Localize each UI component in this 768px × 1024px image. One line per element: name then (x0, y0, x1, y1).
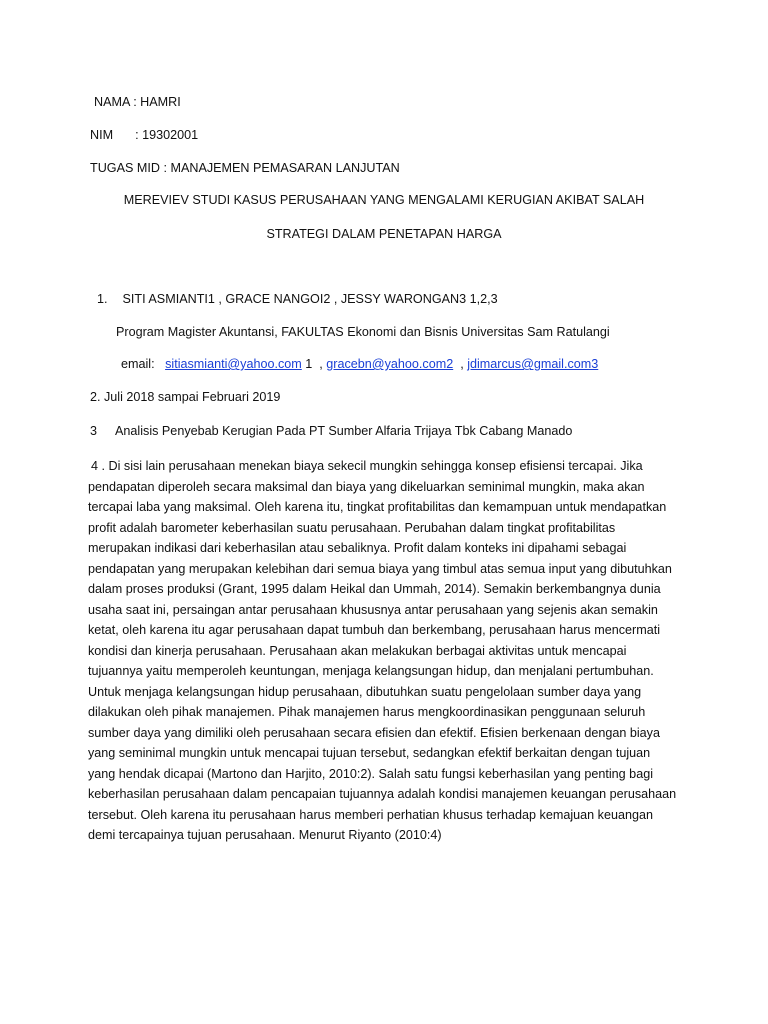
paragraph-line: Untuk menjaga kelangsungan hidup perusahaan, dibutuhkan suatu pengelolaan sumber daya yang (88, 684, 642, 699)
email-link-3[interactable]: jdimarcus@gmail.com3 (467, 357, 599, 371)
paragraph-line: usaha saat ini, persaingan antar perusahaan khususnya antar perusahaan yang sejenis akan semakin (88, 602, 658, 617)
email-separator-2: , (460, 357, 464, 371)
item-3-number: 3 (90, 424, 98, 438)
paragraph-line: pendapatan yang merupakan kelebihan dari semua biaya yang timbul atas semua input yang dibutuhkan (88, 561, 672, 576)
authors-line (97, 291, 498, 307)
paragraph-line: tujuannya yaitu memperoleh keuntungan, menjaga kelangsungan hidup, dan menjalani pertumbuhan. (88, 664, 654, 678)
paragraph-line: demi tercapainya tujuan perusahaan. Menurut Riyanto (2010:4) (88, 828, 442, 842)
case-study-line (90, 423, 572, 439)
item-1-number: 1. (97, 292, 108, 306)
document-title-line-2: STRATEGI DALAM PENETAPAN HARGA (266, 227, 502, 241)
student-name: NAMA : HAMRI (94, 95, 181, 109)
paragraph-line: tersebut. Oleh karena itu perusahaan harus memberi perhatian khusus terhadap kemajuan keuangan (88, 807, 653, 822)
email-link-2[interactable]: gracebn@yahoo.com2 (326, 357, 454, 371)
email-separator-1: , (319, 357, 323, 371)
email-line (121, 356, 598, 372)
paragraph-line: tercapai laba yang maksimal. Oleh karena itu, tingkat profitabilitas dan kemampuan untuk mendapatkan (88, 500, 667, 514)
paragraph-line: 4 . Di sisi lain perusahaan menekan biaya sekecil mungkin sehingga konsep efisiensi tercapai. Jika (91, 459, 643, 473)
paragraph-line: yang seminimal mungkin untuk mencapai tujuan tersebut, sedangkan efektif berkaitan dengan tujuan (88, 746, 651, 760)
period-line: 2. Juli 2018 sampai Februari 2019 (90, 390, 281, 404)
paragraph-line: profit adalah barometer keberhasilan suatu perusahaan. Perubahan dalam tingkat profitabilitas (88, 520, 616, 535)
email-link-1[interactable]: sitiasmianti@yahoo.com (165, 357, 302, 371)
paragraph-line: dalam proses produksi (Grant, 1995 dalam Heikal dan Ummah, 2014). Semakin berkembangnya dunia (88, 582, 661, 596)
email-1-suffix: 1 (305, 357, 313, 371)
authors-text: SITI ASMIANTI1 , GRACE NANGOI2 , JESSY WARONGAN3 1,2,3 (122, 292, 498, 306)
paragraph-line: ketat, oleh karena itu agar perusahaan dapat tumbuh dan berkembang, perusahaan harus mencermati (88, 623, 660, 637)
body-paragraph (88, 456, 684, 846)
paragraph-line: dilakukan oleh pihak manajemen. Pihak manajemen harus mengkoordinasikan penggunaan seluruh (88, 705, 646, 719)
program-affiliation: Program Magister Akuntansi, FAKULTAS Ekonomi dan Bisnis Universitas Sam Ratulangi (116, 325, 610, 339)
paragraph-line: merupakan indikasi dari keberhasilan atau sebaliknya. Profit dalam konteks ini dipahami sebagai (88, 541, 627, 555)
student-nim (90, 127, 198, 143)
paragraph-line: pendapatan diperoleh secara maksimal dan biaya yang dikeluarkan seminimal mungkin, maka akan (88, 479, 645, 494)
document-title-line-1: MEREVIEV STUDI KASUS PERUSAHAAN YANG MENGALAMI KERUGIAN AKIBAT SALAH (123, 193, 645, 207)
nim-value: : 19302001 (135, 128, 199, 142)
case-study-text: Analisis Penyebab Kerugian Pada PT Sumber Alfaria Trijaya Tbk Cabang Manado (115, 424, 573, 438)
paragraph-line: keberhasilan perusahaan dalam pencapaian tujuannya adalah kondisi manajemen keuangan perusahaan (88, 787, 677, 801)
paragraph-line: kondisi dan kinerja perusahaan. Perusahaan akan melakukan berbagai aktivitas untuk mencapai (88, 643, 627, 658)
paragraph-line: yang hendak dicapai (Martono dan Harjito, 2010:2). Salah satu fungsi keberhasilan yang penting bagi (88, 766, 653, 781)
paragraph-line: sumber daya yang dimiliki oleh perusahaan secara efisien dan efektif. Efisien berkenaan dengan biaya (88, 725, 660, 740)
email-label: email: (121, 357, 155, 371)
nim-label: NIM (90, 128, 114, 142)
assignment-title: TUGAS MID : MANAJEMEN PEMASARAN LANJUTAN (90, 161, 400, 175)
